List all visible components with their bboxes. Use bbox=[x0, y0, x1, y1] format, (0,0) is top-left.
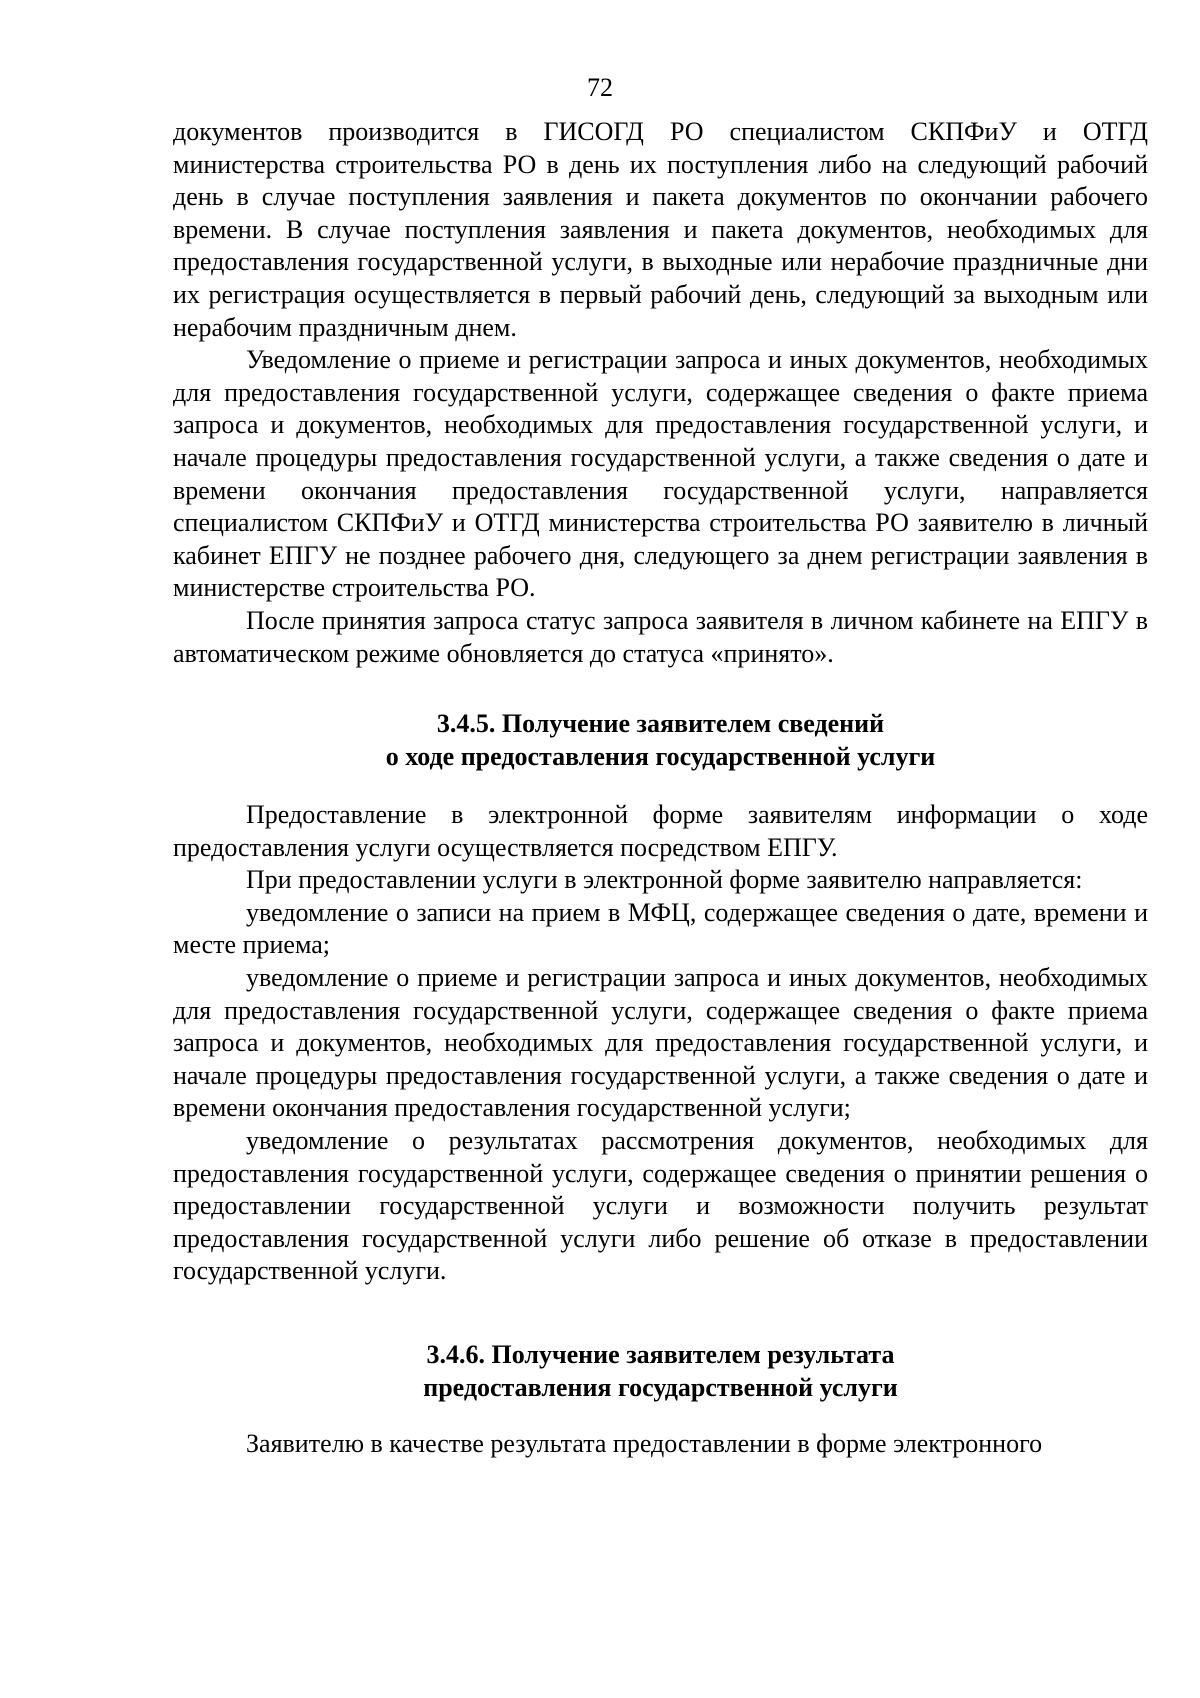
paragraph-registration: документов производится в ГИСОГД РО специалистом СКПФиУ и ОТГД министерства строительства РО в день их поступления либо на следующий рабочий день в случае поступления заявления и пакета документов по окончании рабочего времени. В случае поступления заявления и пакета документов, необходимых для предоставления государственной услуги, в выходные или нерабочие праздничные дни их регистрация осуществляется в первый рабочий день, следующий за выходным или нерабочим праздничным днем. bbox=[173, 117, 1148, 342]
text-block-progress bbox=[173, 799, 1148, 1288]
text-block-intro bbox=[173, 116, 1148, 670]
text-block-result bbox=[173, 1428, 1148, 1461]
page-number: 72 bbox=[587, 73, 613, 102]
heading-line: 3.4.5. Получение заявителем сведений bbox=[436, 709, 885, 738]
section-heading-3-4-5 bbox=[173, 707, 1148, 773]
paragraph-review-results: уведомление о результатах рассмотрения документов, необходимых для предоставления государственной услуги, содержащее сведения о принятии решения о предоставлении государственной услуги и возможности получить результат предоставления государственной услуги либо решение об отказе в предоставлении государственной услуги. bbox=[173, 1125, 1148, 1286]
heading-line: 3.4.6. Получение заявителем результата bbox=[426, 1340, 895, 1369]
paragraph-result-intro: Заявителю в качестве результата предоставлении в форме электронного bbox=[246, 1429, 1043, 1458]
heading-line: о ходе предоставления государственной услуги bbox=[385, 742, 936, 771]
paragraph-receipt-notice: уведомление о приеме и регистрации запроса и иных документов, необходимых для предоставления государственной услуги, содержащее сведения о факте приема запроса и документов, необходимых для предоставления государственной услуги, и начале процедуры предоставления государственной услуги, а также сведения о дате и времени окончания предоставления государственной услуги; bbox=[173, 962, 1148, 1123]
paragraph-status-update: После принятия запроса статус запроса заявителя в личном кабинете на ЕПГУ в автоматическом режиме обновляется до статуса «принято». bbox=[173, 605, 1148, 668]
heading-line: предоставления государственной услуги bbox=[423, 1373, 898, 1402]
paragraph-notification: Уведомление о приеме и регистрации запроса и иных документов, необходимых для предоставления государственной услуги, содержащее сведения о факте приема запроса и документов, необходимых для предоставления государственной услуги, и начале процедуры предоставления государственной услуги, а также сведения о дате и времени окончания предоставления государственной услуги, направляется специалистом СКПФиУ и ОТГД министерства строительства РО заявителю в личный кабинет ЕПГУ не позднее рабочего дня, следующего за днем регистрации заявления в министерстве строительства РО. bbox=[173, 345, 1148, 603]
section-heading-3-4-6 bbox=[173, 1338, 1148, 1404]
paragraph-sent-list-intro: При предоставлении услуги в электронной форме заявителю направляется: bbox=[246, 865, 1083, 895]
paragraph-mfc-appointment: уведомление о записи на прием в МФЦ, содержащее сведения о дате, времени и месте приема; bbox=[173, 897, 1148, 960]
paragraph-electronic-info: Предоставление в электронной форме заявителям информации о ходе предоставления услуги осуществляется посредством ЕПГУ. bbox=[173, 800, 1148, 862]
